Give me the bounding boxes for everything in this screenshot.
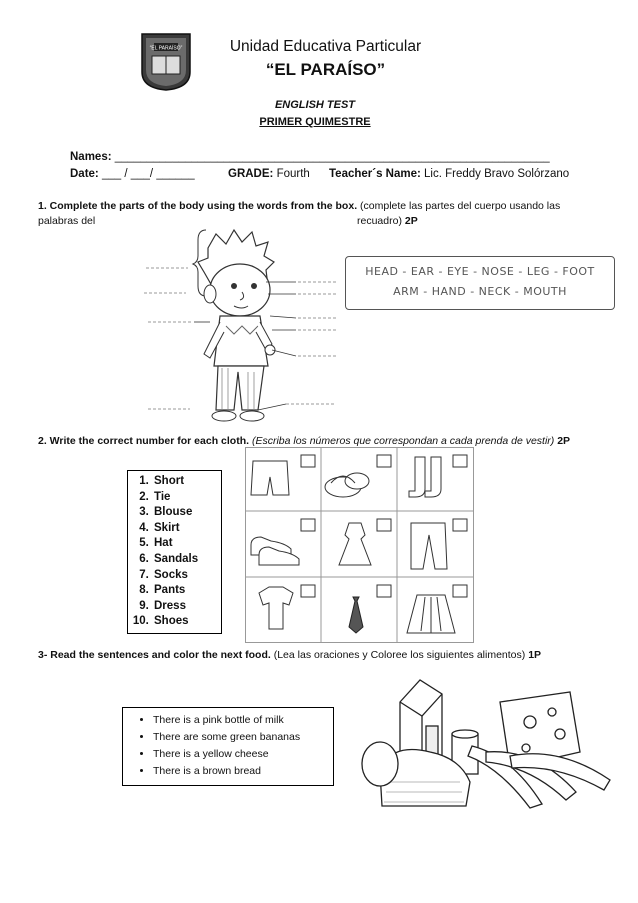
answer-box-shoes[interactable] [301,519,315,531]
school-line: Unidad Educativa Particular [229,38,422,55]
clothes-item: 3. Blouse [152,505,221,521]
clothes-item: 9. Dress [152,599,221,615]
food-sentence: • There is a pink bottle of milk [153,712,333,729]
clothes-list-box [127,470,222,634]
food-illustration [360,672,622,812]
school-logo [138,30,194,92]
date-line [70,168,195,180]
q2-heading [38,435,570,447]
test-title: ENGLISH TEST [274,99,356,111]
answer-box-sandals[interactable] [377,455,391,467]
term-title: PRIMER QUIMESTRE [259,116,371,128]
date-field[interactable]: ___ / ___/ ______ [101,168,195,180]
q1-instruction-a: (complete las partes del cuerpo usando las [360,200,561,212]
q3-title: 3- Read the sentences and color the next food. [38,649,271,661]
grade-line [228,168,310,180]
names-field[interactable]: ____________________________________________________________________ [114,151,550,163]
q2-title: 2. Write the correct number for each cloth. [38,435,250,447]
answer-box-pants[interactable] [453,519,467,531]
clothes-item: 6. Sandals [152,552,221,568]
names-label: Names: [70,151,112,163]
boy-illustration [138,226,338,426]
word-box-row-1: HEAD - EAR - EYE - NOSE - LEG - FOOT [365,265,595,278]
logo-text: “EL PARAÍSO” [149,45,183,52]
q3-points: 1P [528,649,542,661]
clothes-list [128,474,221,630]
clothes-item: 10. Shoes [152,614,221,630]
school-name: “EL PARAÍSO” [265,60,386,79]
word-box [345,256,615,310]
q3-instruction: (Lea las oraciones y Coloree los siguientes alimentos) [273,649,526,661]
teacher-line [329,168,569,180]
clothes-grid [245,447,474,643]
answer-box-short[interactable] [301,455,315,467]
answer-box-tie[interactable] [377,585,391,597]
food-sentences-box [122,707,334,786]
clothes-item: 2. Tie [152,490,221,506]
q1-instruction-b: palabras del [38,215,96,227]
grade-value: Fourth [276,168,310,180]
q1-title: 1. Complete the parts of the body using the words from the box. [38,200,358,212]
food-sentences [123,712,333,780]
grade-label: GRADE: [228,168,274,180]
q3-heading [38,649,541,661]
bananas-icon [468,746,610,808]
answer-box-blouse[interactable] [301,585,315,597]
q1-instruction-c-line [357,215,418,227]
answer-box-socks[interactable] [453,455,467,467]
food-sentence: • There is a yellow cheese [153,746,333,763]
food-sentence: • There is a brown bread [153,763,333,780]
clothes-item: 8. Pants [152,583,221,599]
q1-heading [38,200,560,212]
date-label: Date: [70,168,99,180]
clothes-item: 7. Socks [152,568,221,584]
teacher-label: Teacher´s Name: [329,168,421,180]
clothes-item: 5. Hat [152,536,221,552]
answer-box-dress[interactable] [377,519,391,531]
names-line [70,151,550,163]
clothes-item: 4. Skirt [152,521,221,537]
teacher-value: Lic. Freddy Bravo Solórzano [424,168,570,180]
clothes-item: 1. Short [152,474,221,490]
round-bread-icon [362,742,398,786]
food-sentence: • There are some green bananas [153,729,333,746]
q2-points: 2P [557,435,571,447]
q1-instruction-c: recuadro) [357,215,402,227]
q1-points: 2P [404,215,418,227]
q2-instruction: (Escriba los números que correspondan a cada prenda de vestir) [251,435,555,447]
answer-box-skirt[interactable] [453,585,467,597]
word-box-row-2: ARM - HAND - NECK - MOUTH [393,285,567,298]
